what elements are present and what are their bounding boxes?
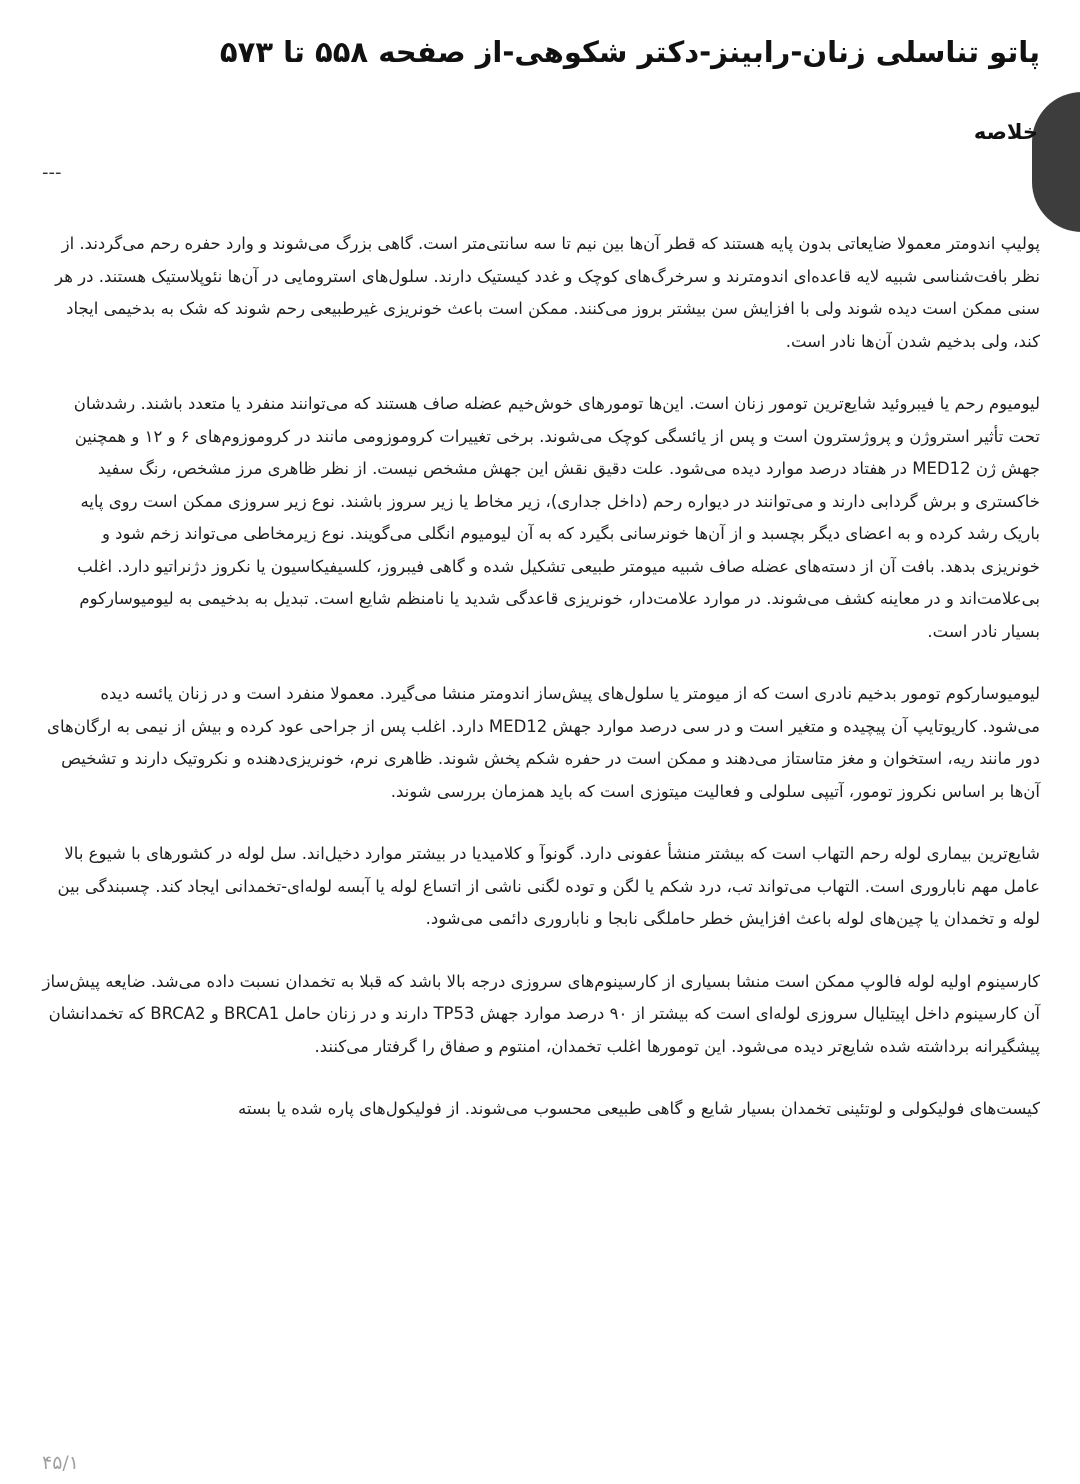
- paragraph-fallopian-carcinoma: کارسینوم اولیه لوله فالوپ ممکن است منشا بسیاری از کارسینوم‌های سروزی درجه بالا باشد که قبلا به تخمدان نسبت داده می‌شد. ضایعه پیش‌ساز آن کارسینوم داخل اپیتلیال سروزی لوله‌ای است که بیشتر از ۹۰ درصد موارد جهش TP53 دارند و در زنان حامل BRCA1 و BRCA2 که تخمدانشان پیشگیرانه برداشته شده شایع‌تر دیده می‌شود. این تومورها اغلب تخمدان، امنتوم و صفاق را گرفتار می‌کنند.: [42, 971, 1040, 1056]
- horizontal-rule-marker: ---: [42, 162, 62, 183]
- paragraph-leiomyoma: لیومیوم رحم یا فیبروئید شایع‌ترین تومور زنان است. این‌ها تومورهای خوش‌خیم عضله صاف هستند که می‌توانند منفرد یا متعدد باشند. رشدشان تحت تأثیر استروژن و پروژسترون است و پس از یائسگی کوچک می‌شوند. برخی تغییرات کروموزومی مانند در کروموزوم‌های ۶ و ۱۲ و همچنین جهش ژن MED12 در هفتاد درصد موارد دیده می‌شود. علت دقیق نقش این جهش مشخص نیست. از نظر ظاهری مرز مشخص، رنگ سفید خاکستری و برش گردابی دارند و می‌توانند در دیواره رحم (داخل جداری)، زیر مخاط یا زیر سروز باشند. نوع زیر سروزی ممکن است روی پایه باریک رشد کرده و به اعضای دیگر بچسبد و از آن‌ها خونرسانی بگیرد که به آن لیومیوم انگلی می‌گویند. نوع زیرمخاطی می‌تواند زخم شود و خونریزی بدهد. بافت آن از دسته‌های عضله صاف شبیه میومتر طبیعی تشکیل شده و گاهی فیبروز، کلسیفیکاسیون یا نکروز دژنراتیو دارد. اغلب بی‌علامت‌اند و در معاینه کشف می‌شوند. در موارد علامت‌دار، خونریزی قاعدگی شدید یا نامنظم شایع است. تبدیل به بدخیمی به لیومیوسارکوم بسیار نادر است.: [73, 394, 1040, 641]
- side-drawer-handle[interactable]: [1032, 92, 1080, 232]
- paragraph-ovarian-cysts: کیست‌های فولیکولی و لوتئینی تخمدان بسیار شایع و گاهی طبیعی محسوب می‌شوند. از فولیکول‌های پاره شده یا بسته: [237, 1099, 1040, 1118]
- section-heading: خلاصه: [973, 120, 1038, 144]
- paragraph-endometrial-polyp: پولیپ اندومتر معمولا ضایعاتی بدون پایه هستند که قطر آن‌ها بین نیم تا سه سانتی‌متر است. گاهی بزرگ می‌شوند و وارد حفره رحم می‌گردند. از نظر بافت‌شناسی شبیه لایه قاعده‌ای اندومترند و سرخرگ‌های کوچک و غدد کیستیک دارند. سلول‌های استرومایی در آن‌ها نئوپلاستیک هستند. در هر سنی ممکن است دیده شوند ولی با افزایش سن بیشتر بروز می‌کنند. ممکن است باعث خونریزی غیرطبیعی رحم شوند که شک به بدخیمی ایجاد کند، ولی بدخیم شدن آن‌ها نادر است.: [55, 234, 1040, 351]
- paragraph-salpingitis: شایع‌ترین بیماری لوله رحم التهاب است که بیشتر منشأ عفونی دارد. گونوآ و کلامیدیا در بیشتر موارد دخیل‌اند. سل لوله در کشورهای با شیوع بالا عامل مهم ناباروری است. التهاب می‌تواند تب، درد شکم یا لگن و توده لگنی ناشی از اتساع لوله یا آبسه لوله‌ای-تخمدانی ایجاد کند. چسبندگی بین لوله و تخمدان یا چین‌های لوله باعث افزایش خطر حاملگی نابجا و ناباروری دائمی می‌شود.: [57, 844, 1040, 928]
- document-title: پاتو تناسلی زنان-رابینز-دکتر شکوهی-از صفحه ۵۵۸ تا ۵۷۳: [219, 35, 1040, 69]
- paragraph-leiomyosarcoma: لیومیوسارکوم تومور بدخیم نادری است که از میومتر یا سلول‌های پیش‌ساز اندومتر منشا می‌گیرد. معمولا منفرد است و در زنان یائسه دیده می‌شود. کاریوتایپ آن پیچیده و متغیر است و در سی درصد موارد جهش MED12 دارد. اغلب پس از جراحی عود کرده و بیش از نیمی به ارگان‌های دور مانند ریه، استخوان و مغز متاستاز می‌دهند و ممکن است در حفره شکم پخش شوند. ظاهری نرم، خونریزی‌دهنده و نکروتیک دارند و تشخیص آن‌ها بر اساس نکروز تومور، آتیپی سلولی و فعالیت میتوزی است که باید همزمان بررسی شوند.: [47, 684, 1040, 801]
- document-body: [40, 228, 1040, 1156]
- page-indicator: ۴۵/۱: [42, 1452, 80, 1474]
